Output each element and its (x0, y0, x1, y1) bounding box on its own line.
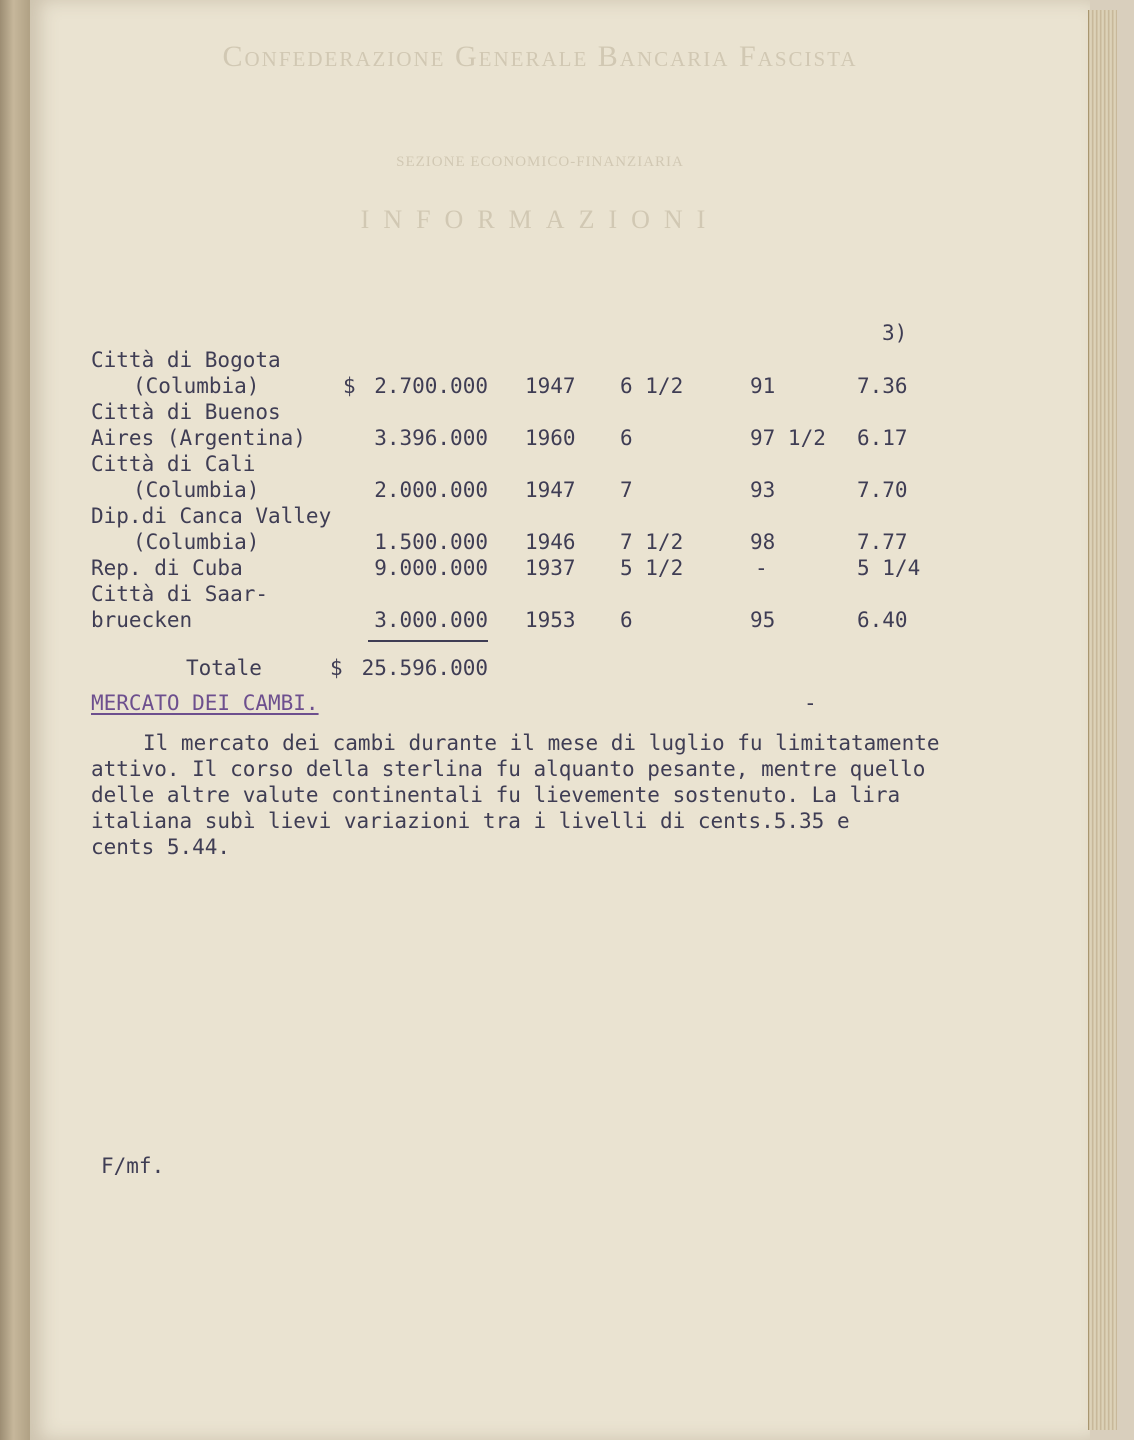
book-binding (0, 0, 30, 1440)
row-name: (Columbia) (133, 478, 260, 502)
row-rate: 6 (620, 426, 633, 450)
row-name: Città di Cali (91, 452, 256, 476)
row-year: 1960 (525, 426, 576, 450)
row-price: 95 (750, 608, 776, 632)
row-amount: 3.396.000 (374, 426, 488, 450)
row-price: 91 (750, 374, 776, 398)
row-name: Dip.di Canca Valley (91, 504, 332, 528)
paragraph-line: attivo. Il corso della sterlina fu alquanto pesante, mentre quello (91, 757, 926, 781)
row-name: Aires (Argentina) (91, 426, 306, 450)
row-name: Città di Bogota (91, 348, 281, 372)
row-rate: 7 1/2 (620, 530, 684, 554)
row-yield: 7.36 (857, 374, 908, 398)
row-name: bruecken (91, 608, 193, 632)
row-name: (Columbia) (133, 530, 260, 554)
row-year: 1947 (525, 478, 576, 502)
row-yield: 6.17 (857, 426, 908, 450)
row-yield: 6.40 (857, 608, 908, 632)
row-year: 1947 (525, 374, 576, 398)
row-name: Rep. di Cuba (91, 556, 243, 580)
total-currency: $ (330, 656, 343, 680)
letterhead (130, 40, 950, 235)
typist-initials: F/mf. (101, 1154, 165, 1178)
row-yield: 5 1/4 (857, 556, 921, 580)
row-yield: 7.77 (857, 530, 908, 554)
row-amount: 1.500.000 (374, 530, 488, 554)
row-rate: 7 (620, 478, 633, 502)
row-price: 93 (750, 478, 776, 502)
row-amount: 9.000.000 (374, 556, 488, 580)
row-price: - (755, 556, 768, 580)
total-amount: 25.596.000 (361, 656, 488, 680)
section-heading: MERCATO DEI CAMBI. (91, 691, 319, 715)
total-rule (368, 640, 488, 642)
row-year: 1937 (525, 556, 576, 580)
currency-symbol: $ (343, 374, 356, 398)
exchange-market-paragraph (91, 730, 991, 860)
paragraph-line: italiana subì lievi variazioni tra i livelli di cents.5.35 e (91, 809, 850, 833)
row-name: Città di Buenos (91, 400, 281, 424)
row-amount: 3.000.000 (374, 608, 488, 632)
row-name: Città di Saar- (91, 582, 269, 606)
row-yield: 7.70 (857, 478, 908, 502)
row-name: (Columbia) (133, 374, 260, 398)
row-year: 1946 (525, 530, 576, 554)
row-price: 97 1/2 (750, 426, 826, 450)
paragraph-line: Il mercato dei cambi durante il mese di luglio fu limitatamente (143, 731, 940, 755)
letterhead-organization: Confederazione Generale Bancaria Fascista (222, 40, 858, 73)
row-rate: 5 1/2 (620, 556, 684, 580)
row-amount: 2.700.000 (374, 374, 488, 398)
row-price: 98 (750, 530, 776, 554)
page-number: 3) (882, 321, 908, 345)
total-label: Totale (186, 656, 262, 680)
paragraph-line: cents 5.44. (91, 835, 231, 859)
row-rate: 6 1/2 (620, 374, 684, 398)
paragraph-line: delle altre valute continentali fu lievemente sostenuto. La lira (91, 783, 901, 807)
row-rate: 6 (620, 608, 633, 632)
row-amount: 2.000.000 (374, 478, 488, 502)
page-edges (1088, 10, 1117, 1430)
section-dash: - (804, 691, 817, 715)
letterhead-section: SEZIONE ECONOMICO-FINANZIARIA (396, 154, 684, 170)
letterhead-header: INFORMAZIONI (360, 205, 720, 234)
row-year: 1953 (525, 608, 576, 632)
